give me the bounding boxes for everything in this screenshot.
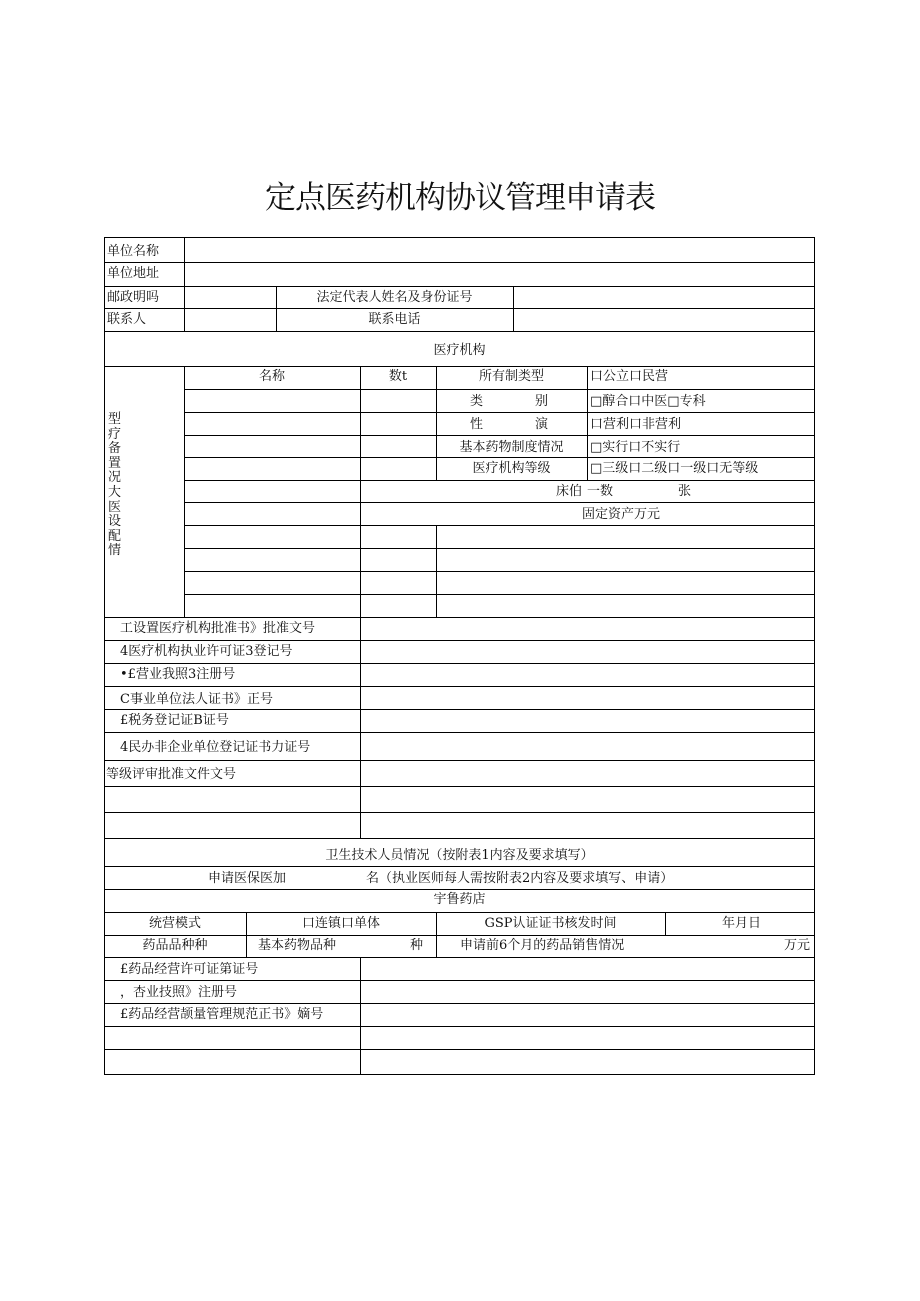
trade-license-label: £药品经营许可证第证号: [120, 962, 259, 977]
page-title: 定点医药机构协议管理申请表: [265, 180, 655, 216]
contact-label: 联系人: [107, 312, 147, 327]
date-label: 年月日: [722, 916, 762, 931]
beds-unit: 张: [678, 484, 692, 499]
approval-doc-label: 工设置医疗机构批准书》批准文号: [120, 621, 316, 636]
phone-label: 联系电话: [368, 312, 421, 327]
equipment-vertical-label: 型疗备置况大医设配情: [108, 412, 122, 559]
legal-rep-label: 法定代表人姓名及身份证号: [316, 290, 473, 305]
kind-unit: 种: [410, 938, 424, 953]
essential-drug-label: 基本药物制度情况: [459, 440, 564, 455]
drug-varieties-label: 药品品种种: [142, 938, 208, 953]
grade-approval-label: 等级评审批准文件文号: [106, 767, 237, 782]
postcode-label: 邮政明吗: [107, 290, 160, 305]
nature-label-a: 性: [470, 417, 484, 432]
essential-varieties-label: 基本药物品种: [258, 938, 337, 953]
business-license-label: •£营业我照3注册号: [120, 667, 236, 682]
category-options: □醇合口中医□专科: [590, 394, 706, 409]
nature-options: 口营利口非营利: [590, 417, 682, 432]
col-name-header: 名称: [258, 369, 285, 384]
tax-cert-label: £税务登记证B证号: [120, 713, 229, 728]
sales-unit: 万元: [784, 938, 811, 953]
pharmacy-business-license-label: ，杏业技照》注册号: [120, 985, 238, 1000]
private-cert-label: 4民办非企业单位登记证书力证号: [120, 740, 311, 755]
operation-mode-label: 统营模式: [148, 916, 201, 931]
col-qty-header: 数t: [388, 369, 408, 384]
medical-section-header: 医疗机构: [433, 343, 486, 358]
practice-license-label: 4医疗机构执业许可证3登记号: [120, 644, 293, 659]
beds-label: 床伯: [556, 484, 583, 499]
nature-label-b: 演: [535, 417, 549, 432]
institution-cert-label: C事业单位法人证书》正号: [120, 692, 273, 707]
category-label-a: 类: [470, 394, 484, 409]
sales-label: 申请前6个月的药品销售情况: [460, 938, 625, 953]
essential-drug-options: □实行口不实行: [590, 440, 681, 455]
doctors-label-b: 名（执业医师每人需按附表2内容及要求填写、申请）: [366, 871, 674, 886]
fixed-assets-label: 固定资产万元: [582, 507, 661, 522]
unit-name-label: 单位名称: [107, 244, 160, 259]
doctors-label-a: 申请医保医加: [208, 871, 287, 886]
gsp-cert-label: £药品经营颉量管理规范正书》嫡号: [120, 1007, 324, 1022]
pharmacy-section-header: 宇鲁药店: [433, 892, 486, 907]
gsp-date-label: GSP认证证书核发时间: [484, 916, 617, 931]
category-label-b: 别: [535, 394, 549, 409]
operation-mode-options: 口连镇口单体: [301, 916, 380, 931]
institution-level-label: 医疗机构等级: [472, 461, 551, 476]
staff-info-label: 卫生技术人员情况（按附表1内容及要求填写）: [325, 848, 594, 863]
ownership-label: 所有制类型: [478, 369, 544, 384]
beds-text: 一数: [587, 484, 614, 499]
institution-level-options: □三级口二级口一级口无等级: [590, 461, 759, 476]
unit-address-label: 单位地址: [107, 266, 160, 281]
ownership-options: 口公立口民营: [590, 369, 669, 384]
